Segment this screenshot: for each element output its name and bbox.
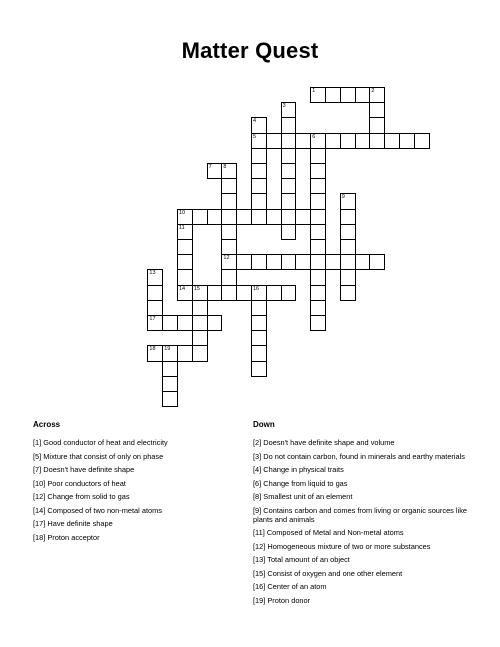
grid-cell[interactable] [207,315,223,331]
grid-cell[interactable] [221,269,237,285]
across-clue: [7] Doesn't have definite shape [33,465,135,474]
grid-cell[interactable] [340,193,356,209]
grid-cell[interactable] [355,254,371,270]
grid-cell[interactable] [251,330,267,346]
grid-cell[interactable] [340,209,356,225]
cell-number: 8 [223,164,227,170]
down-clue: [12] Homogeneous mixture of two or more substances [253,541,431,551]
grid-cell[interactable] [266,254,282,270]
down-clue: [16] Center of an atom [253,582,327,591]
grid-cell[interactable] [281,117,297,133]
grid-cell[interactable] [295,254,311,270]
grid-cell[interactable] [147,345,163,361]
grid-cell[interactable] [251,178,267,194]
grid-cell[interactable] [325,133,341,149]
grid-cell[interactable] [340,239,356,255]
grid-cell[interactable] [281,209,297,225]
down-clue: [13] Total amount of an object [253,555,350,564]
grid-cell[interactable] [251,285,267,301]
grid-cell[interactable] [147,315,163,331]
grid-cell[interactable] [355,133,371,149]
grid-cell[interactable] [340,254,356,270]
grid-cell[interactable] [207,163,223,179]
across-clue: [18] Proton acceptor [33,532,100,542]
down-heading: Down [253,420,275,429]
puzzle-title: Matter Quest [181,38,319,63]
grid-cell[interactable] [310,315,326,331]
cell-number: 14 [179,285,186,292]
grid-cell[interactable] [310,269,326,285]
grid-cell[interactable] [310,87,326,103]
down-clue-list [253,438,468,609]
grid-cell[interactable] [295,209,311,225]
grid-cell[interactable] [162,361,178,377]
grid-cell[interactable] [221,224,237,240]
down-clue: [11] Composed of Metal and Non-metal atoms [253,528,404,537]
cell-number: 4 [253,118,257,125]
down-clue: [2] Doesn't have definite shape and volume [253,438,395,447]
cell-number: 6 [312,133,316,140]
cell-number: 15 [193,285,200,292]
grid-cell[interactable] [369,133,385,149]
cell-number: 2 [371,88,375,94]
across-clue: [1] Good conductor of heat and electricity [33,438,168,447]
grid-cell[interactable] [251,361,267,377]
grid-cell[interactable] [221,163,237,179]
grid-cell[interactable] [281,148,297,164]
grid-cell[interactable] [281,178,297,194]
down-clue: [19] Proton donor [253,595,311,605]
grid-cell[interactable] [310,148,326,164]
grid-cell[interactable] [221,193,237,209]
grid-cell[interactable] [147,285,163,301]
grid-cell[interactable] [251,254,267,270]
across-clue-list [33,438,228,546]
grid-cell[interactable] [310,300,326,316]
grid-cell[interactable] [251,315,267,331]
grid-cell[interactable] [207,285,223,301]
grid-cell[interactable] [251,345,267,361]
cell-number: 10 [179,209,186,216]
cell-number: 9 [341,194,345,201]
grid-cell[interactable] [207,209,223,225]
cell-number: 5 [253,133,257,140]
grid-cell[interactable] [192,209,208,225]
grid-cell[interactable] [340,87,356,103]
grid-cell[interactable] [192,315,208,331]
grid-cell[interactable] [399,133,415,149]
grid-cell[interactable] [221,254,237,270]
grid-cell[interactable] [177,345,193,361]
grid-cell[interactable] [236,209,252,225]
cell-number: 18 [149,346,156,353]
grid-cell[interactable] [310,285,326,301]
grid-cell[interactable] [147,300,163,316]
grid-cell[interactable] [251,300,267,316]
grid-cell[interactable] [221,239,237,255]
grid-cell[interactable] [325,254,341,270]
grid-cell[interactable] [192,300,208,316]
across-clue: [17] Have definite shape [33,519,113,528]
grid-cell[interactable] [369,87,385,103]
grid-cell[interactable] [251,209,267,225]
grid-cell[interactable] [192,330,208,346]
grid-cell[interactable] [340,285,356,301]
grid-cell[interactable] [310,209,326,225]
down-clue: [9] Contains carbon and comes from living or organic sources like plants and animals [253,505,468,524]
grid-cell[interactable] [281,163,297,179]
cell-number: 3 [282,103,286,110]
grid-cell[interactable] [177,239,193,255]
grid-cell[interactable] [310,163,326,179]
grid-cell[interactable] [295,133,311,149]
grid-cell[interactable] [162,391,178,407]
across-clue: [12] Change from solid to gas [33,492,130,501]
across-clue: [10] Poor conductors of heat [33,478,126,488]
grid-cell[interactable] [236,285,252,301]
grid-cell[interactable] [177,269,193,285]
grid-cell[interactable] [340,133,356,149]
grid-cell[interactable] [281,224,297,240]
across-clue: [5] Mixture that consist of only on phase [33,451,164,461]
down-clue: [6] Change from liquid to gas [253,478,348,488]
grid-cell[interactable] [177,315,193,331]
grid-cell[interactable] [147,269,163,285]
cell-number: 13 [149,270,156,277]
grid-cell[interactable] [281,285,297,301]
grid-cell[interactable] [251,193,267,209]
cell-number: 17 [149,316,156,322]
grid-cell[interactable] [281,254,297,270]
across-heading: Across [33,420,61,429]
grid-cell[interactable] [384,133,400,149]
down-clue: [4] Change in physical traits [253,465,344,474]
grid-cell[interactable] [251,133,267,149]
down-clue: [15] Consist of oxygen and one other element [253,568,403,578]
grid-cell[interactable] [192,345,208,361]
grid-cell[interactable] [162,345,178,361]
grid-cell[interactable] [162,376,178,392]
grid-cell[interactable] [281,102,297,118]
grid-cell[interactable] [310,254,326,270]
grid-cell[interactable] [310,178,326,194]
grid-cell[interactable] [369,117,385,133]
grid-cell[interactable] [340,269,356,285]
grid-cell[interactable] [251,148,267,164]
grid-cell[interactable] [310,133,326,149]
grid-cell[interactable] [355,87,371,103]
grid-cell[interactable] [162,315,178,331]
cell-number: 7 [208,164,212,170]
grid-cell[interactable] [236,254,252,270]
cell-number: 19 [164,346,171,353]
grid-cell[interactable] [414,133,430,149]
cell-number: 1 [312,88,316,94]
across-clue: [14] Composed of two non-metal atoms [33,505,162,515]
grid-cell[interactable] [340,224,356,240]
grid-cell[interactable] [266,209,282,225]
grid-cell[interactable] [266,133,282,149]
grid-cell[interactable] [281,133,297,149]
grid-cell[interactable] [177,224,193,240]
grid-cell[interactable] [310,224,326,240]
grid-cell[interactable] [177,254,193,270]
grid-cell[interactable] [221,178,237,194]
grid-cell[interactable] [221,209,237,225]
grid-cell[interactable] [281,193,297,209]
grid-cell[interactable] [251,163,267,179]
grid-cell[interactable] [266,285,282,301]
down-clue: [3] Do not contain carbon, found in minerals and earthy materials [253,451,465,461]
grid-cell[interactable] [251,117,267,133]
cell-number: 11 [179,224,185,231]
grid-cell[interactable] [177,285,193,301]
grid-cell[interactable] [369,254,385,270]
grid-cell[interactable] [369,102,385,118]
down-clue: [8] Smallest unit of an element [253,492,353,501]
grid-cell[interactable] [310,239,326,255]
grid-cell[interactable] [177,209,193,225]
grid-cell[interactable] [192,285,208,301]
grid-cell[interactable] [221,285,237,301]
cell-number: 12 [223,255,230,262]
grid-cell[interactable] [310,193,326,209]
grid-cell[interactable] [325,87,341,103]
cell-number: 16 [253,285,260,292]
